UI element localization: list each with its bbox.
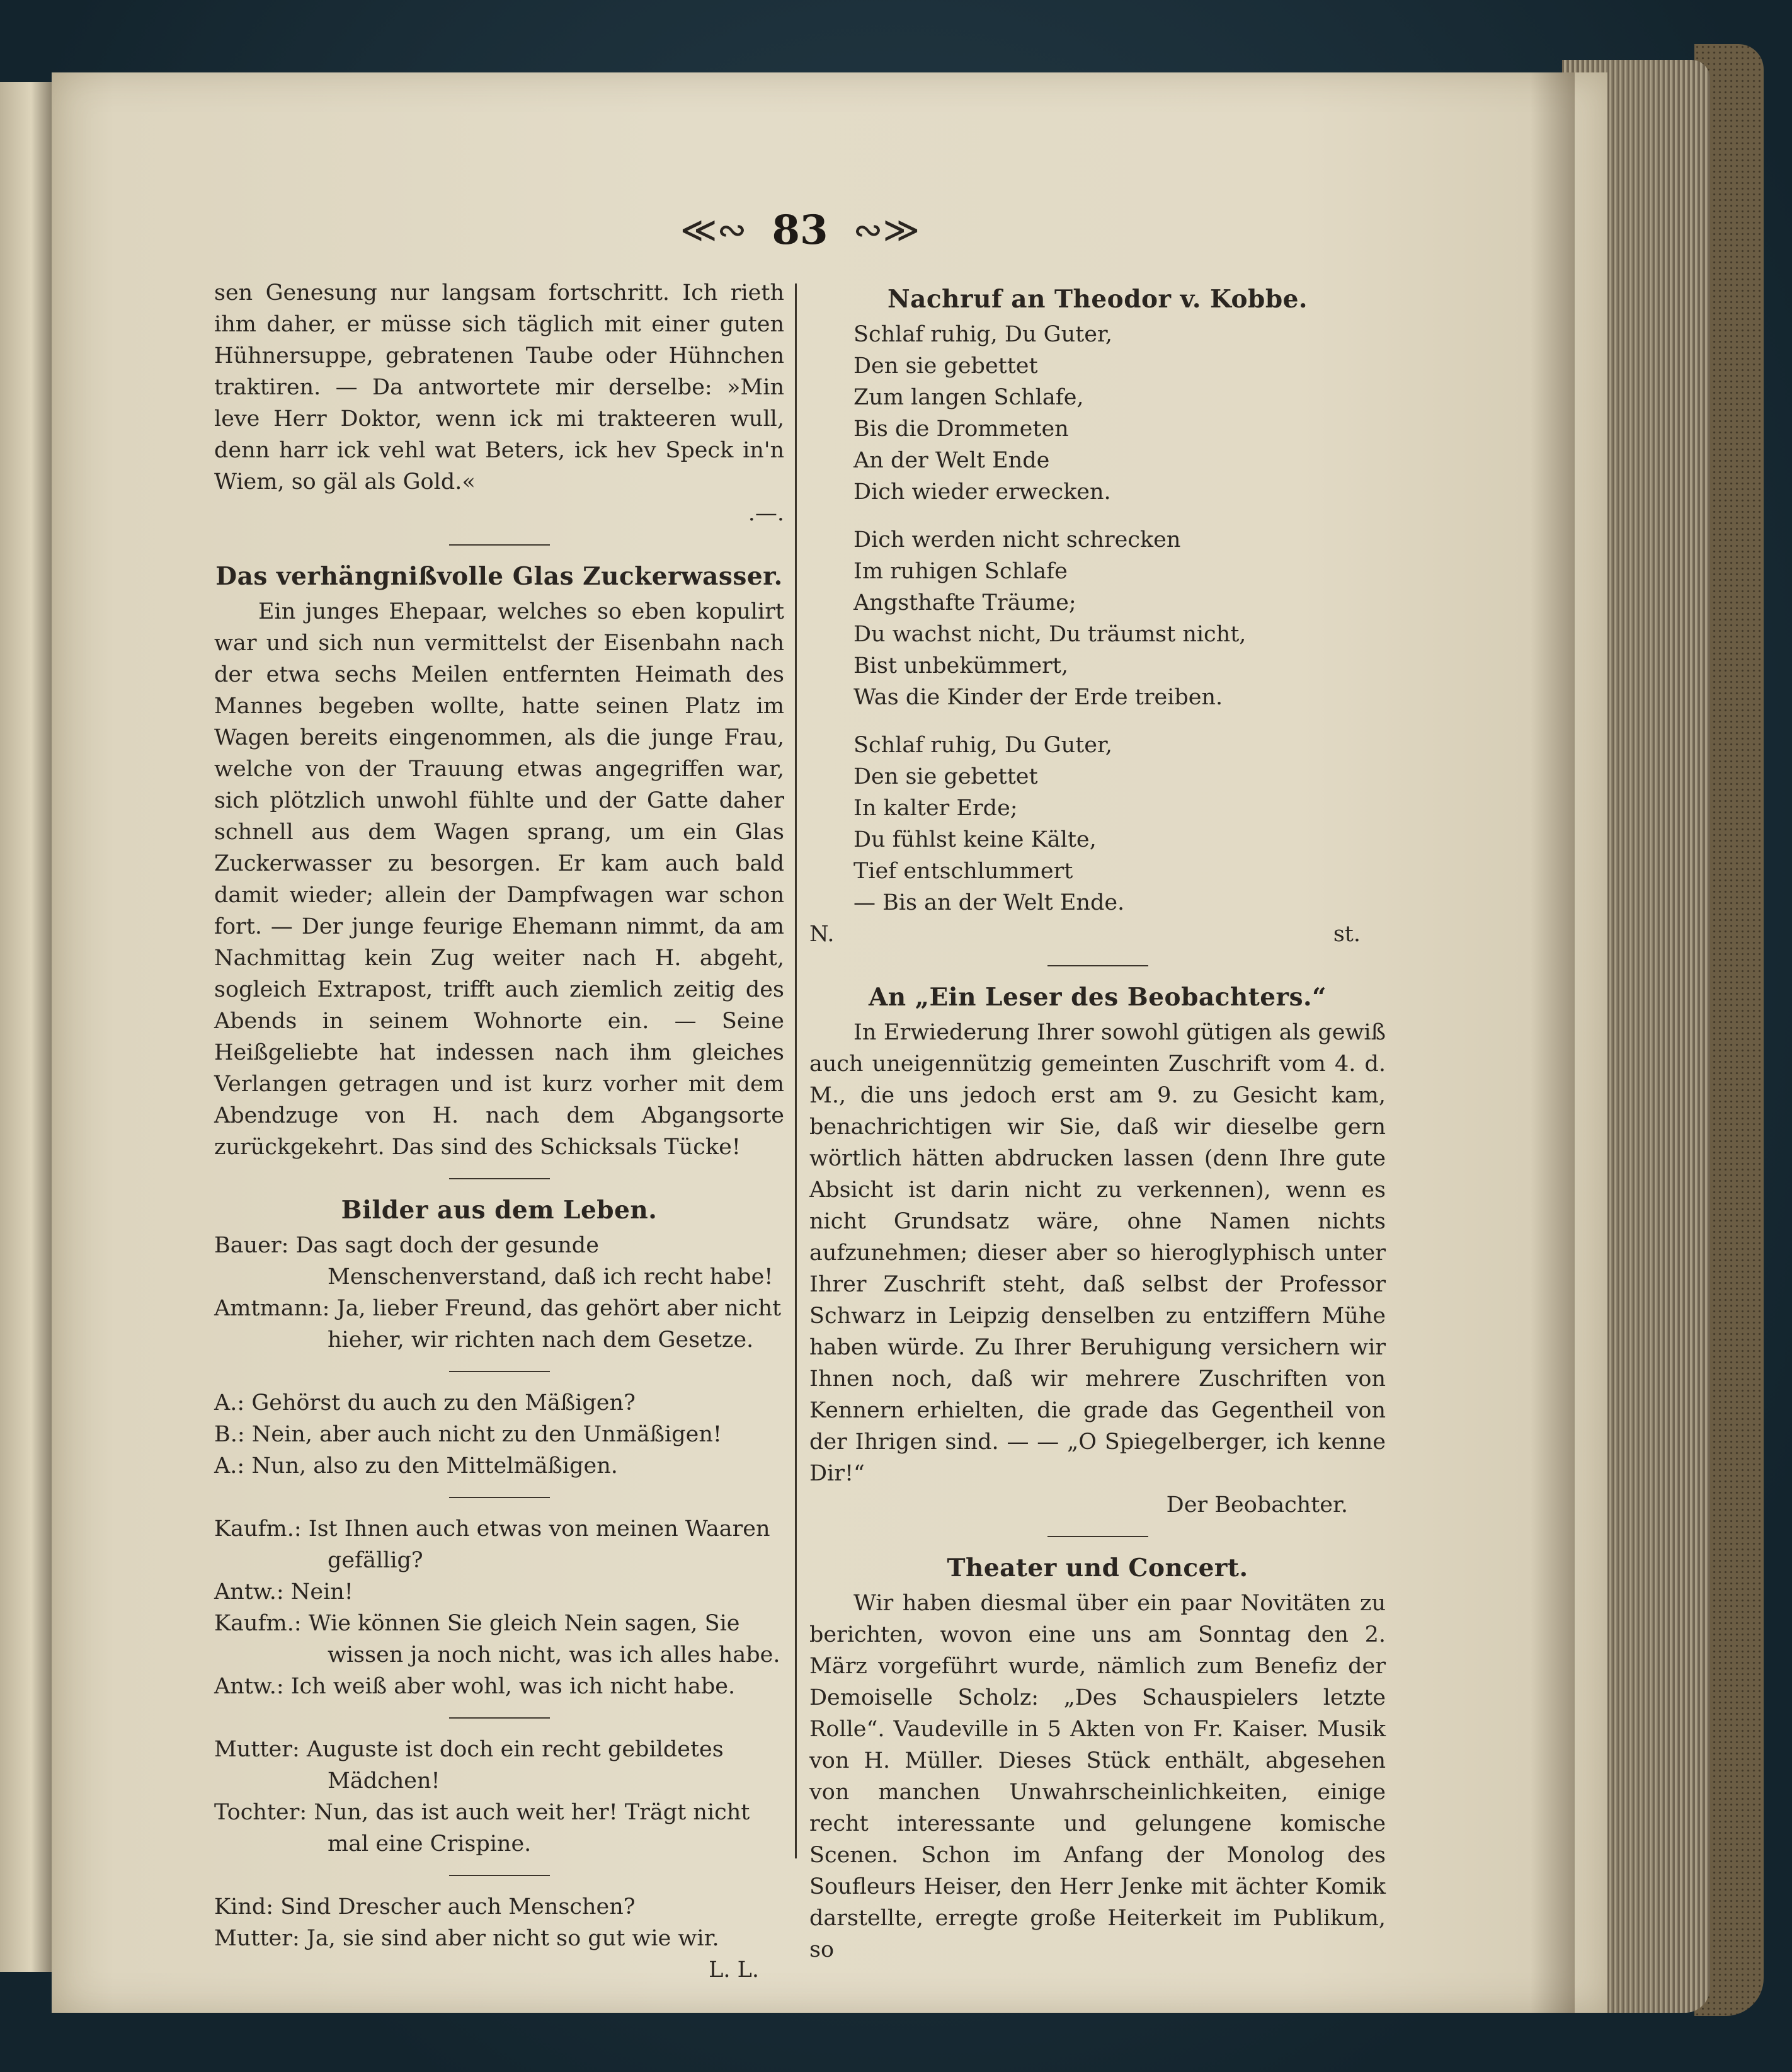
ornament-left-icon: ≪∾ [680,209,747,251]
verse-line: Schlaf ruhig, Du Guter, [853,322,1112,347]
section-rule [449,1178,550,1179]
verse-line: Bis die Drommeten [853,416,1069,442]
verse-line: Du fühlst keine Kälte, [853,827,1097,852]
dialog-line: Mutter: Ja, sie sind aber nicht so gut wie wir. [214,1926,719,1951]
verse-line: Bist unbekümmert, [853,653,1069,678]
page-number: 83 [772,206,828,254]
previous-page-edge [0,82,52,1972]
verse-line: Den sie gebettet [853,353,1038,379]
poem-stanza-1 [809,319,1386,508]
article-body-zuckerwasser: Ein junges Ehepaar, welches so eben kopulirt war und sich nun vermittelst der Eisenbahn nach der etwa sechs Meilen entfernten Heimath des Mannes begeben wollte, hatte seinen Platz im Wagen bereits eingenommen, als die junge Frau, welche von der Trauung etwas angegriffen war, sich plötzlich unwohl fühlte und der Gatte daher schnell aus dem Wagen sprang, um ein Glas Zuckerwasser zu besorgen. Er kam auch bald damit wieder; allein der Dampfwagen war schon fort. — Der junge feurige Ehemann nimmt, da am Nachmittag kein Zug weiter nach H. abgeht, sogleich Extrapost, trifft auch ziemlich zeitig des Abends in seinem Wohnorte ein. — Seine Heißgeliebte hat indessen nach ihm gleiches Verlangen getragen und ist kurz vorher mit dem Abendzuge von H. nach dem Abgangsorte zurückgekehrt. Das sind des Schicksals Tücke! [214,599,784,1160]
dialog-line: Kaufm.: Wie können Sie gleich Nein sagen, Sie wissen ja noch nicht, was ich alles habe. [214,1611,780,1668]
poem-signature [809,919,1386,950]
verse-line: Dich wieder erwecken. [853,479,1111,505]
article-title-bilder: Bilder aus dem Leben. [341,1196,658,1225]
intro-paragraph: sen Genesung nur langsam fortschritt. Ich rieth ihm daher, er müsse sich täglich mit einer guten Hühnersuppe, gebratenen Taube oder Hühnchen traktiren. — Da antwortete mir derselbe: »Min leve Herr Doktor, wenn ick mi trakteeren wull, denn harr ick vehl wat Beters, ick hev Speck in'n Wiem, so gäl als Gold.« [214,280,784,495]
poem-stanza-2 [809,524,1386,713]
article-signature: L. L. [709,1957,759,1983]
section-rule [1047,1536,1148,1537]
poem-title: Nachruf an Theodor v. Kobbe. [887,285,1308,314]
right-column [809,277,1386,1966]
letter-body: In Erwiederung Ihrer sowohl gütigen als gewiß auch uneigennützig gemeinten Zuschrift vom 4. d. M., die uns jedoch erst am 9. zu Gesicht kam, benachrichtigen wir Sie, daß wir dieselbe gern wörtlich hätten abdrucken lassen (denn Ihre gute Absicht ist darin nicht zu verkennen), wenn es nicht Grundsatz wäre, ohne Namen nichts aufzunehmen; dieser aber so hieroglyphisch unter Ihrer Zuschrift steht, daß selbst der Professor Schwarz in Leipzig denselben zu entziffern Mühe haben würde. Zu Ihrer Beruhigung versichern wir Ihnen noch, daß wir mehrere Zuschriften von Kennern erhielten, die grade das Gegentheil von der Ihrigen sind. — — „O Spiegelberger, ich kenne Dir!“ [809,1020,1386,1486]
section-rule [1047,965,1148,966]
dialog-rule [449,1497,550,1498]
verse-line: Den sie gebettet [853,764,1038,789]
dialog-rule [449,1717,550,1719]
article-title-zuckerwasser: Das verhängnißvolle Glas Zuckerwasser. [215,562,783,591]
letter-title: An „Ein Leser des Beobachters.“ [868,983,1327,1012]
theater-body: Wir haben diesmal über ein paar Novitäten zu berichten, wovon eine uns am Sonntag den 2. März vorgeführt wurde, nämlich zum Benefiz der Demoiselle Scholz: „Des Schauspielers letzte Rolle“. Vaudeville in 5 Akten von Fr. Kaiser. Musik von H. Müller. Dieses Stück enthält, abgesehen von manchen Unwahrscheinlichkeiten, einige recht interessante und gelungene komische Scenen. Schon im Anfang der Monolog des Soufleurs Heiser, den Herr Jenke mit ächter Komik darstellte, erregte große Heiterkeit im Publikum, so [809,1591,1386,1962]
ornament-right-icon: ∾≫ [853,209,920,251]
theater-title: Theater und Concert. [947,1554,1248,1583]
verse-line: Dich werden nicht schrecken [853,527,1181,552]
dialog-line: Amtmann: Ja, lieber Freund, das gehört aber nicht hieher, wir richten nach dem Gesetze. [214,1296,782,1353]
verse-line: Zum langen Schlafe, [853,385,1084,410]
verse-line: Was die Kinder der Erde treiben. [853,685,1223,710]
dialog-line: A.: Gehörst du auch zu den Mäßigen? [214,1390,636,1416]
dialog-line: Kind: Sind Drescher auch Menschen? [214,1894,636,1920]
verse-line: Tief entschlummert [853,859,1073,884]
verse-line: Du wachst nicht, Du träumst nicht, [853,622,1247,647]
page-shadow [1531,72,1575,2013]
intro-signature: .—. [748,501,784,526]
dialog-line: B.: Nein, aber auch nicht zu den Unmäßigen! [214,1422,722,1447]
verse-line: — Bis an der Welt Ende. [853,890,1125,915]
verse-line: Angsthafte Träume; [853,590,1076,615]
verse-line: An der Welt Ende [853,448,1050,473]
left-column [214,277,784,1986]
section-rule [449,544,550,546]
verse-line: In kalter Erde; [853,796,1018,821]
poem-stanza-3 [809,730,1386,919]
verse-line: Im ruhigen Schlafe [853,559,1068,584]
poem-signature-right: st. [1333,922,1361,947]
dialog-rule [449,1875,550,1876]
dialog-line: Antw.: Nein! [214,1579,353,1605]
dialog-line: Antw.: Ich weiß aber wohl, was ich nicht habe. [214,1674,736,1699]
dialog-line: A.: Nun, also zu den Mittelmäßigen. [214,1453,618,1479]
dialog-line: Bauer: Das sagt doch der gesunde Menschenverstand, daß ich recht habe! [214,1233,773,1290]
page-header [655,202,945,258]
verse-line: Schlaf ruhig, Du Guter, [853,733,1112,758]
dialog-rule [449,1371,550,1372]
dialog-line: Kaufm.: Ist Ihnen auch etwas von meinen Waaren gefällig? [214,1516,770,1573]
dialog-line: Tochter: Nun, das ist auch weit her! Trägt nicht mal eine Crispine. [214,1800,750,1857]
column-divider [795,283,797,1858]
poem-signature-left: N. [809,922,835,947]
dialog-line: Mutter: Auguste ist doch ein recht gebildetes Mädchen! [214,1737,724,1794]
letter-signature: Der Beobachter. [1166,1492,1348,1518]
